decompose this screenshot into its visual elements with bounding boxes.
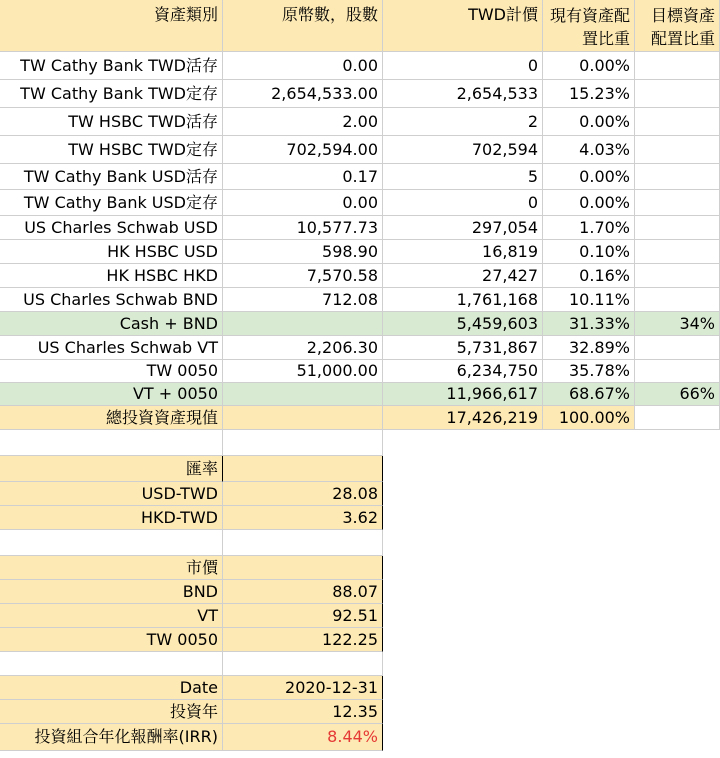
cell-target-alloc[interactable] xyxy=(635,52,720,80)
cell-twd-value[interactable] xyxy=(383,136,543,164)
header-current-alloc-label: 現有資產配置比重 xyxy=(549,6,630,49)
cell-current-alloc[interactable] xyxy=(543,80,635,108)
empty-cell[interactable] xyxy=(223,652,383,676)
irr-value[interactable] xyxy=(223,724,383,751)
cell-target-alloc[interactable] xyxy=(635,164,720,190)
fx-title-text: 匯率 xyxy=(185,458,218,478)
header-category-label: 資產類別 xyxy=(153,5,218,24)
cell-original-amount-text: 0.00 xyxy=(342,192,378,212)
summary-value-text: 2020-12-31 xyxy=(285,677,378,697)
cell-current-alloc-text: 35.78% xyxy=(568,361,630,381)
header-category[interactable] xyxy=(0,0,223,52)
cell-original-amount-text: 51,000.00 xyxy=(296,361,378,381)
irr-value-text: 8.44% xyxy=(327,727,378,747)
header-target-alloc-label: 目標資產配置比重 xyxy=(650,6,715,49)
cell-category[interactable] xyxy=(0,383,223,406)
price-label-text: BND xyxy=(182,581,218,601)
cell-category-text: TW Cathy Bank USD活存 xyxy=(23,166,218,186)
summary-label-text: 投資年 xyxy=(169,701,218,721)
cell-category-text: HK HSBC USD xyxy=(107,241,218,261)
fx-value-text: 3.62 xyxy=(342,507,378,527)
header-original-amount-label: 原幣數，股數 xyxy=(281,5,378,24)
cell-twd-value[interactable] xyxy=(383,164,543,190)
cell-category[interactable] xyxy=(0,190,223,216)
cell-current-alloc[interactable] xyxy=(543,264,635,288)
cell-current-alloc[interactable] xyxy=(543,108,635,136)
cell-current-alloc[interactable] xyxy=(543,190,635,216)
cell-original-amount[interactable] xyxy=(223,190,383,216)
cell-target-alloc-text: 66% xyxy=(679,384,715,404)
cell-category[interactable] xyxy=(0,52,223,80)
price-value-text: 92.51 xyxy=(332,605,378,625)
cell-target-alloc[interactable] xyxy=(635,312,720,336)
summary-value-text: 12.35 xyxy=(332,701,378,721)
summary-label-text: 投資組合年化報酬率(IRR) xyxy=(34,727,218,747)
fx-title[interactable] xyxy=(0,456,223,482)
cell-twd-value-text: 0 xyxy=(527,55,538,75)
cell-current-alloc-text: 10.11% xyxy=(568,289,630,309)
cell-target-alloc[interactable] xyxy=(635,216,720,240)
cell-target-alloc[interactable] xyxy=(635,108,720,136)
cell-category-text: US Charles Schwab BND xyxy=(23,289,218,309)
cell-twd-value[interactable] xyxy=(383,216,543,240)
cell-twd-value-text: 0 xyxy=(527,192,538,212)
cell-category-text: TW Cathy Bank USD定存 xyxy=(23,192,218,212)
cell-original-amount[interactable] xyxy=(223,108,383,136)
cell-category-text: TW Cathy Bank TWD定存 xyxy=(20,83,218,103)
price-label-text: VT xyxy=(197,605,218,625)
summary-value[interactable] xyxy=(223,700,383,724)
cell-current-alloc[interactable] xyxy=(543,164,635,190)
header-current-alloc[interactable] xyxy=(543,0,635,52)
cell-original-amount-text: 10,577.73 xyxy=(296,217,378,237)
cell-current-alloc-text: 0.00% xyxy=(579,192,630,212)
cell-category[interactable] xyxy=(0,108,223,136)
fx-title-value[interactable] xyxy=(223,456,383,482)
cell-current-alloc[interactable] xyxy=(543,406,635,430)
cell-target-alloc[interactable] xyxy=(635,288,720,312)
cell-current-alloc[interactable] xyxy=(543,312,635,336)
cell-original-amount-text: 0.00 xyxy=(342,55,378,75)
cell-current-alloc[interactable] xyxy=(543,52,635,80)
cell-original-amount[interactable] xyxy=(223,312,383,336)
cell-twd-value-text: 2 xyxy=(527,111,538,131)
cell-category[interactable] xyxy=(0,336,223,360)
cell-category[interactable] xyxy=(0,80,223,108)
cell-category[interactable] xyxy=(0,136,223,164)
cell-current-alloc-text: 68.67% xyxy=(568,384,630,404)
cell-category[interactable] xyxy=(0,164,223,190)
summary-value[interactable] xyxy=(223,676,383,700)
cell-target-alloc[interactable] xyxy=(635,406,720,430)
cell-twd-value[interactable] xyxy=(383,406,543,430)
cell-category[interactable] xyxy=(0,288,223,312)
cell-target-alloc[interactable] xyxy=(635,240,720,264)
cell-current-alloc-text: 100.00% xyxy=(558,407,630,427)
price-value-text: 122.25 xyxy=(322,629,378,649)
cell-category-text: 總投資資產現值 xyxy=(105,407,218,427)
summary-label-text: Date xyxy=(179,677,218,697)
cell-original-amount-text: 0.17 xyxy=(342,166,378,186)
price-value[interactable] xyxy=(223,580,383,604)
cell-category-text: VT + 0050 xyxy=(132,384,218,404)
cell-twd-value[interactable] xyxy=(383,52,543,80)
cell-original-amount-text: 598.90 xyxy=(322,241,378,261)
price-value[interactable] xyxy=(223,628,383,652)
cell-category[interactable] xyxy=(0,312,223,336)
cell-twd-value[interactable] xyxy=(383,288,543,312)
fx-value[interactable] xyxy=(223,482,383,506)
cell-target-alloc[interactable] xyxy=(635,336,720,360)
summary-label[interactable] xyxy=(0,676,223,700)
cell-current-alloc-text: 4.03% xyxy=(579,139,630,159)
prices-title-value[interactable] xyxy=(223,556,383,580)
empty-cell[interactable] xyxy=(0,530,223,556)
cell-twd-value-text: 702,594 xyxy=(471,139,538,159)
cell-twd-value[interactable] xyxy=(383,108,543,136)
cell-target-alloc[interactable] xyxy=(635,80,720,108)
cell-twd-value-text: 2,654,533 xyxy=(456,83,538,103)
cell-twd-value[interactable] xyxy=(383,360,543,383)
cell-category-text: TW HSBC TWD活存 xyxy=(68,111,218,131)
empty-cell[interactable] xyxy=(0,430,223,456)
summary-label[interactable] xyxy=(0,700,223,724)
cell-original-amount[interactable] xyxy=(223,164,383,190)
cell-current-alloc-text: 32.89% xyxy=(568,337,630,357)
cell-twd-value-text: 16,819 xyxy=(482,241,538,261)
empty-cell[interactable] xyxy=(223,430,383,456)
fx-value[interactable] xyxy=(223,506,383,530)
price-value[interactable] xyxy=(223,604,383,628)
cell-original-amount[interactable] xyxy=(223,216,383,240)
cell-twd-value-text: 5 xyxy=(527,166,538,186)
cell-twd-value[interactable] xyxy=(383,312,543,336)
cell-original-amount-text: 2.00 xyxy=(342,111,378,131)
cell-twd-value-text: 17,426,219 xyxy=(446,407,538,427)
cell-original-amount-text: 2,654,533.00 xyxy=(271,83,378,103)
cell-twd-value-text: 5,731,867 xyxy=(456,337,538,357)
cell-original-amount[interactable] xyxy=(223,336,383,360)
fx-value-text: 28.08 xyxy=(332,483,378,503)
empty-cell[interactable] xyxy=(0,652,223,676)
price-value-text: 88.07 xyxy=(332,581,378,601)
empty-cell[interactable] xyxy=(223,530,383,556)
cell-original-amount[interactable] xyxy=(223,80,383,108)
cell-twd-value[interactable] xyxy=(383,190,543,216)
cell-twd-value[interactable] xyxy=(383,383,543,406)
cell-category-text: HK HSBC HKD xyxy=(106,265,218,285)
cell-current-alloc-text: 31.33% xyxy=(568,313,630,333)
cell-original-amount-text: 2,206.30 xyxy=(306,337,378,357)
cell-original-amount[interactable] xyxy=(223,383,383,406)
cell-current-alloc[interactable] xyxy=(543,136,635,164)
cell-current-alloc[interactable] xyxy=(543,216,635,240)
cell-current-alloc-text: 0.10% xyxy=(579,241,630,261)
cell-original-amount[interactable] xyxy=(223,406,383,430)
fx-label[interactable] xyxy=(0,506,223,530)
cell-target-alloc[interactable] xyxy=(635,190,720,216)
cell-category-text: US Charles Schwab VT xyxy=(37,337,218,357)
cell-current-alloc[interactable] xyxy=(543,360,635,383)
header-twd-value-label: TWD計價 xyxy=(468,5,538,24)
cell-twd-value[interactable] xyxy=(383,80,543,108)
cell-current-alloc-text: 0.00% xyxy=(579,166,630,186)
cell-current-alloc-text: 0.16% xyxy=(579,265,630,285)
cell-current-alloc-text: 0.00% xyxy=(579,111,630,131)
cell-category-text: US Charles Schwab USD xyxy=(24,217,218,237)
header-original-amount[interactable] xyxy=(223,0,383,52)
cell-target-alloc[interactable] xyxy=(635,264,720,288)
cell-current-alloc[interactable] xyxy=(543,336,635,360)
cell-twd-value-text: 297,054 xyxy=(471,217,538,237)
cell-twd-value-text: 27,427 xyxy=(482,265,538,285)
cell-original-amount[interactable] xyxy=(223,360,383,383)
price-label[interactable] xyxy=(0,628,223,652)
cell-twd-value-text: 11,966,617 xyxy=(446,384,538,404)
fx-label[interactable] xyxy=(0,482,223,506)
cell-category[interactable] xyxy=(0,216,223,240)
cell-category-text: Cash + BND xyxy=(119,313,218,333)
cell-twd-value-text: 1,761,168 xyxy=(456,289,538,309)
cell-twd-value-text: 6,234,750 xyxy=(456,361,538,381)
cell-original-amount[interactable] xyxy=(223,288,383,312)
cell-current-alloc[interactable] xyxy=(543,383,635,406)
prices-title-text: 市價 xyxy=(185,557,218,577)
cell-category[interactable] xyxy=(0,360,223,383)
cell-target-alloc[interactable] xyxy=(635,136,720,164)
fx-label-text: USD-TWD xyxy=(141,483,218,503)
cell-twd-value-text: 5,459,603 xyxy=(456,313,538,333)
cell-target-alloc-text: 34% xyxy=(679,313,715,333)
cell-twd-value[interactable] xyxy=(383,240,543,264)
cell-original-amount[interactable] xyxy=(223,52,383,80)
header-target-alloc[interactable] xyxy=(635,0,720,52)
cell-current-alloc-text: 15.23% xyxy=(568,83,630,103)
cell-current-alloc-text: 1.70% xyxy=(579,217,630,237)
cell-original-amount-text: 702,594.00 xyxy=(286,139,378,159)
prices-title[interactable] xyxy=(0,556,223,580)
cell-category-text: TW Cathy Bank TWD活存 xyxy=(20,55,218,75)
cell-current-alloc[interactable] xyxy=(543,288,635,312)
cell-category-text: TW HSBC TWD定存 xyxy=(68,139,218,159)
price-label-text: TW 0050 xyxy=(146,629,218,649)
cell-original-amount[interactable] xyxy=(223,264,383,288)
cell-twd-value[interactable] xyxy=(383,336,543,360)
cell-category-text: TW 0050 xyxy=(146,361,218,381)
cell-category[interactable] xyxy=(0,264,223,288)
price-label[interactable] xyxy=(0,604,223,628)
price-label[interactable] xyxy=(0,580,223,604)
cell-current-alloc[interactable] xyxy=(543,240,635,264)
cell-original-amount-text: 7,570.58 xyxy=(306,265,378,285)
cell-target-alloc[interactable] xyxy=(635,360,720,383)
cell-twd-value[interactable] xyxy=(383,264,543,288)
fx-label-text: HKD-TWD xyxy=(140,507,218,527)
summary-label[interactable] xyxy=(0,724,223,751)
cell-original-amount[interactable] xyxy=(223,136,383,164)
cell-category[interactable] xyxy=(0,406,223,430)
header-twd-value[interactable] xyxy=(383,0,543,52)
cell-category[interactable] xyxy=(0,240,223,264)
cell-current-alloc-text: 0.00% xyxy=(579,55,630,75)
cell-original-amount-text: 712.08 xyxy=(322,289,378,309)
cell-target-alloc[interactable] xyxy=(635,383,720,406)
cell-original-amount[interactable] xyxy=(223,240,383,264)
